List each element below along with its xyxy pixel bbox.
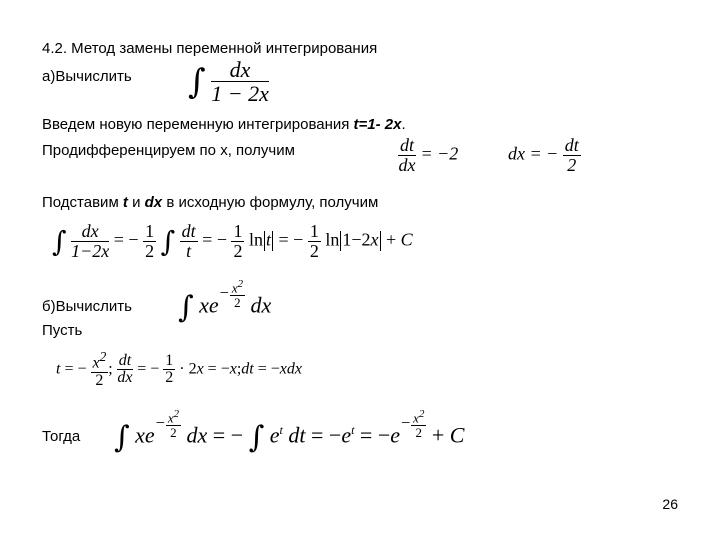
substitute-suffix: в исходную формулу, получим [162,194,379,211]
integral-sign: ∫ [160,224,176,258]
fraction-dx [563,136,581,175]
integral-sign: ∫ [178,290,194,325]
page-number: 26 [662,496,678,512]
substitute-dx: dx [144,194,163,211]
integral-sign: ∫ [52,224,67,258]
then-label: Тогда [42,428,81,445]
formula-integral-b: ∫ $xe^{- \frac{x^2}{2}}$ dx [178,277,272,325]
page-title: 4.2. Метод замены переменной интегрирования [42,40,378,57]
fraction-let-2: $\frac{dt}{dx}$ [117,351,133,387]
differentiate-text: Продифференцируем по х, получим [42,142,295,159]
substitute-prefix: Подставим [42,194,123,211]
fraction-dtdx-denominator: dx [398,154,416,175]
fraction-a-numerator: dx [211,58,269,82]
fraction-let-1: $\frac{x^2}{2}$ [92,349,107,390]
fraction-result-4: $\frac{1}{2}$ [233,221,243,261]
part-b-label: б)Вычислить [42,298,132,315]
formula-result-a: ∫ $\frac{dx}{1-2x}$ = − $\frac{1}{2}$ ∫ $\frac{dt}{t}$ = − $\frac{1}{2}$ ln t = − $\frac{1}{2}$ ln 1−2x + C [52,221,413,261]
fraction-dx-denominator: 2 [567,154,577,175]
intro-substitution-text: Введем новую переменную интегрирования [42,116,354,133]
intro-substitution-end: . [401,116,406,133]
integral-sign: ∫ [188,61,206,102]
fraction-dtdx-numerator: dt [400,135,415,155]
fraction-dx-numerator: dt [564,135,579,155]
formula-dtdx-rhs: = −2 [420,143,459,164]
fraction-result-1: $\frac{dx}{1-2x}$ [71,221,110,261]
substitute-t: t [122,194,128,211]
formula-integral-a [188,58,269,105]
formula-then: ∫ $xe^{- \frac{x^2}{2}}$ dx = − ∫ $e^t$ dt = $-e^t = -e^{- \frac{x^2}{2}}$ + C [114,407,465,455]
formula-dtdx [398,136,458,175]
fraction-result-5: $\frac{1}{2}$ [309,221,319,261]
fraction-a [211,58,269,105]
integral-sign: ∫ [114,420,130,455]
formula-dx-lhs: dx = − [508,143,559,164]
formula-let: t = − $\frac{x^2}{2}$ ; $\frac{dt}{dx}$ = − $\frac{1}{2}$ · 2x = −x;dt = −xdx [56,349,302,390]
intro-substitution [42,116,406,133]
let-label: Пусть [42,322,83,339]
part-a-label: а)Вычислить [42,68,132,85]
fraction-let-3: $\frac{1}{2}$ [165,351,174,387]
integral-sign: ∫ [248,420,265,455]
formula-dx [508,136,581,175]
substitute-text [42,194,378,211]
fraction-a-denominator: 1 − 2x [211,81,269,107]
intro-substitution-math: t=1- 2x [353,116,402,133]
fraction-result-3: $\frac{dt}{t}$ [181,221,196,261]
fraction-dtdx [398,136,416,175]
fraction-result-2: $\frac{1}{2}$ [145,221,155,261]
substitute-and: и [127,194,145,211]
